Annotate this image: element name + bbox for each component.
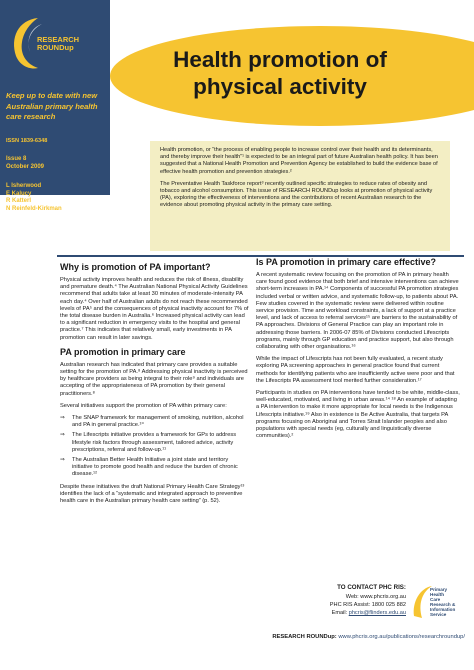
- contact-web-row: [256, 593, 406, 601]
- phc-logo-line: Service: [430, 612, 447, 617]
- contact-label: PHC RIS Assist:: [329, 602, 371, 608]
- issue-number: Issue 8: [6, 156, 27, 162]
- list-item-text: The SNAP framework for management of smoking, nutrition, alcohol and PA in general practice.¹⁰: [72, 415, 244, 429]
- body-paragraph: Australian research has indicated that primary care provides a suitable setting for the promotion of PA.⁸ Addressing physical inactivity is perceived by healthcare providers as being integral to their role⁹ and individuals are accepting of the appropriateness of PA promotion by their general practitioners.⁸: [60, 361, 248, 397]
- body-paragraph: Despite these initiatives the draft National Primary Health Care Strategy¹³ identifies the lack of a “systematic and integrated approach to preventive health care in the Australian primary health care setting” (p. 52).: [60, 483, 245, 505]
- intro-paragraph: Health promotion, or “the process of enabling people to increase control over their health and its determinants, and thereby improve their health”¹ is expected to be an integral part of future Australian health policy. It has been suggested that a National Health Promotion and Prevention Agency be established to build the evidence base of effective health promotion and prevention strategies.²: [160, 147, 438, 175]
- list-item-text: The Australian Better Health Initiative a joint state and territory initiative to promote good health and reduce the burden of chronic disease.¹²: [72, 457, 238, 478]
- logo-wordmark: [37, 36, 79, 52]
- phc-logo-line: Research &: [430, 602, 456, 607]
- contact-label: Web:: [345, 594, 359, 600]
- arrow-icon: ⇒: [60, 415, 65, 422]
- page-title: Health promotion of physical activity: [173, 47, 387, 99]
- contact-assist-row: [256, 601, 406, 609]
- contact-label: Email:: [331, 610, 348, 616]
- contact-email-row: [256, 609, 406, 617]
- left-column: [60, 262, 250, 510]
- arrow-icon: ⇒: [60, 432, 65, 439]
- phc-logo-line: Health: [430, 592, 445, 597]
- list-item: [60, 457, 250, 479]
- author-list: [6, 183, 62, 213]
- arrow-icon: ⇒: [60, 457, 65, 464]
- list-item: [60, 432, 250, 454]
- section-heading: Is PA promotion in primary care effective?: [256, 257, 437, 267]
- footer-url-link[interactable]: www.phcris.org.au/publications/researchroundup/: [338, 634, 465, 640]
- phc-logo-line: Information: [430, 607, 456, 612]
- phc-logo-line: Primary: [430, 587, 448, 592]
- body-paragraph: Participants in studies on PA interventions have tended to be white, middle-class, well-educated, motivated, and living in urban areas.¹⁴ ¹⁸ An example of adapting a PA intervention to make it more appropriate for local needs is the Indigenous Lifescripts initiative.¹⁹ Also in existence is Be Active Australia, that targets PA programs focusing on Aboriginal and Torres Strait Islander peoples and also populations with special needs (eg, culturally and linguistically diverse communities).²: [256, 390, 460, 440]
- author: R Katterl: [6, 198, 32, 204]
- logo-line-2: ROUNDup: [37, 43, 74, 52]
- phc-logo-line: Care: [430, 597, 441, 602]
- tagline: Keep up to date with new Australian primary health care research: [6, 91, 98, 121]
- footer-label: RESEARCH ROUNDup:: [272, 634, 337, 640]
- intro-box: [150, 141, 450, 251]
- contact-web-link[interactable]: www.phcris.org.au: [360, 594, 406, 600]
- contact-block: [256, 584, 406, 617]
- issue-info: [6, 156, 44, 171]
- list-item-text: The Lifescripts initiative provides a framework for GPs to address lifestyle risk factors through assessment, tailored advice, activity prescriptions, referral and follow-up.¹¹: [72, 432, 237, 453]
- contact-phone: 1800 025 882: [371, 602, 406, 608]
- issn: ISSN 1839-6348: [6, 138, 48, 144]
- author: N Reinfeld-Kirkman: [6, 205, 62, 212]
- right-column: [256, 257, 460, 445]
- body-paragraph: Physical activity improves health and reduces the risk of illness, disability and premature death.⁴ The Australian National Physical Activity Guidelines recommend that adults take at least 30 minutes of moderate-intensity PA each day.⁴ Over half of Australian adults do not reach these recommended levels of PA⁵ and the consequences of physical inactivity account for 7% of the total disease burden in Australia.⁶ Increased physical activity can lead to a significant reduction in emergency visits to the hospital and general practice.⁷ This indicates that relatively small, early investments in PA promotion can result in later savings.: [60, 277, 249, 341]
- body-paragraph: Several initiatives support the promotion of PA within primary care:: [60, 402, 227, 409]
- list-item: [60, 415, 250, 429]
- issue-date: October 2009: [6, 163, 45, 170]
- section-heading: Why is promotion of PA important?: [60, 262, 211, 272]
- author: E Kalucy: [6, 190, 32, 197]
- logo-line-1: RESEARCH: [37, 35, 80, 44]
- contact-heading: TO CONTACT PHC RIS:: [337, 584, 406, 591]
- intro-paragraph: The Preventative Health Taskforce report³ recently outlined specific strategies to reduce rates of obesity and tobacco and alcohol consumption. This issue of RESEARCH ROUNDup looks at promotion of physical activity (PA), exploring the effectiveness of interventions and the contributions of recent Australian research to the evidence about promoting physical activity in the primary care setting.: [160, 180, 433, 209]
- body-paragraph: While the impact of Lifescripts has not been fully evaluated, a recent study exploring PA screening approaches in general practice found that current methods for identifying patients who are insufficiently active were poor and that the Lifescripts PA assessment tool merited further consideration.¹⁷: [256, 356, 455, 384]
- contact-email-link[interactable]: phcris@flinders.edu.au: [348, 610, 406, 616]
- author: L Isherwood: [6, 183, 42, 189]
- phcris-logo-icon: [410, 582, 460, 626]
- body-paragraph: A recent systematic review focusing on the promotion of PA in primary health care found good evidence that both brief and intensive interventions can achieve short-term increases in PA.¹⁴ Components of successful PA promotion strategies included verbal or written advice, and systematic follow-up, to patients about PA. Few studies covered in the systematic review were delivered within routine service provision. Time and workload constraints, a lack of support at a practice level, and lack of access to referral services¹⁵ are barriers to the sustainability of PA approaches. Divisions of General Practice can play an important role in addressing those barriers. In 2006-07 85% of Divisions conducted Lifescripts programs, mainly through GP education and practice support, but also through collaborating with other organisations.¹⁶: [256, 272, 459, 351]
- section-heading: PA promotion in primary care: [60, 346, 186, 357]
- initiative-list: [60, 415, 250, 479]
- footer: [160, 634, 465, 640]
